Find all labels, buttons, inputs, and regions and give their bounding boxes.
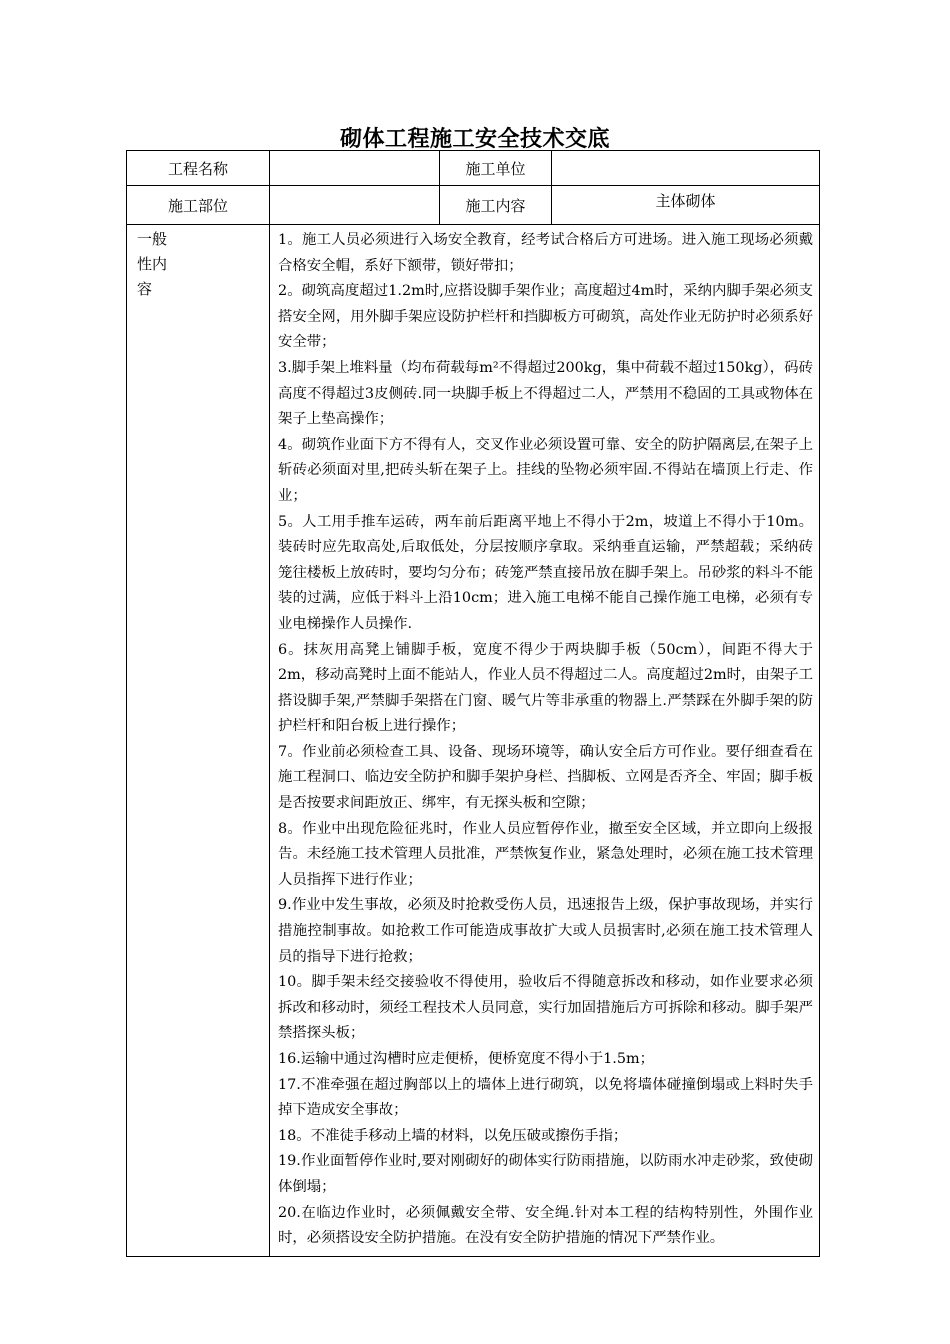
rule-item: 6。抹灰用高凳上铺脚手板，宽度不得少于两块脚手板（50cm），间距不得大于2m，移动高凳时上面不能站人，作业人员不得超过二人。高度超过2m时，由架子工搭设脚手架,严禁脚手架搭在门窗、暖气片等非承重的物器上.严禁踩在外脚手架的防护栏杆和阳台板上进行操作； (278, 641, 813, 735)
construction-unit-label: 施工单位 (440, 151, 552, 186)
content-row (127, 225, 820, 1257)
construction-part-field[interactable] (270, 186, 440, 225)
project-name-label: 工程名称 (127, 151, 270, 186)
construction-part-label: 施工部位 (127, 186, 270, 225)
rule-item: 20.在临边作业时，必须佩戴安全带、安全绳.针对本工程的结构特别性，外围作业时，必须搭设安全防护措施。在没有安全防护措施的情况下严禁作业。 (278, 1204, 813, 1247)
rule-item: 9.作业中发生事故，必须及时抢救受伤人员，迅速报告上级，保护事故现场，并实行措施控制事故。如抢救工作可能造成事故扩大或人员损害时,必须在施工技术管理人员的指导下进行抢救； (278, 897, 813, 965)
header-row-1 (127, 151, 820, 186)
rule-item: 3.脚手架上堆料量（均布荷载每m²不得超过200kg，集中荷载不超过150kg），码砖高度不得超过3皮侧砖.同一块脚手板上不得超过二人，严禁用不稳固的工具或物体在架子上垫高操作； (278, 359, 813, 428)
rule-item: 1。施工人员必须进行入场安全教育，经考试合格后方可进场。进入施工现场必须戴合格安全帽，系好下额带，锁好带扣； (278, 232, 813, 274)
rule-item: 4。砌筑作业面下方不得有人，交叉作业必须设置可靠、安全的防护隔离层,在架子上斩砖必须面对里,把砖头斩在架子上。挂线的坠物必须牢固.不得站在墙顶上行走、作业； (278, 436, 813, 504)
rule-item: 2。砌筑高度超过1.2m时,应搭设脚手架作业；高度超过4m时，采纳内脚手架必须支搭安全网，用外脚手架应设防护栏杆和挡脚板方可砌筑，高处作业无防护时必须系好安全带； (278, 283, 813, 351)
general-content-label-text: 一般性内容 (137, 230, 168, 298)
construction-content-field[interactable]: 主体砌体 (552, 186, 820, 225)
rule-item: 18。不准徒手移动上墙的材料，以免压破或擦伤手指； (278, 1127, 628, 1144)
project-name-field[interactable] (270, 151, 440, 186)
document-title: 砌体工程施工安全技术交底 (339, 127, 610, 152)
general-content-label (127, 225, 270, 1257)
construction-unit-field[interactable] (552, 151, 820, 186)
rule-item: 7。作业前必须检查工具、设备、现场环境等，确认安全后方可作业。要仔细查看在施工程洞口、临边安全防护和脚手架护身栏、挡脚板、立网是否齐全、牢固；脚手板是否按要求间距放正、绑牢，有无探头板和空隙； (278, 743, 813, 812)
rule-item: 10。脚手架未经交接验收不得使用，验收后不得随意拆改和移动，如作业要求必须拆改和移动时，须经工程技术人员同意，实行加固措施后方可拆除和移动。脚手架严禁搭探头板； (278, 974, 813, 1042)
rule-item: 5。人工用手推车运砖，两车前后距离平地上不得小于2m，坡道上不得小于10m。装砖时应先取高处,后取低处，分层按顺序拿取。采纳垂直运输，严禁超载；采纳砖笼往楼板上放砖时，要均匀分布；砖笼严禁直接吊放在脚手架上。吊砂浆的料斗不能装的过满，应低于料斗上沿10cm；进入施工电梯不能自己操作施工电梯，必须有专业电梯操作人员操作. (278, 513, 813, 632)
header-row-2 (127, 186, 820, 225)
safety-briefing-table (126, 150, 820, 1257)
rule-item: 16.运输中通过沟槽时应走便桥，便桥宽度不得小于1.5m； (278, 1051, 655, 1067)
rule-item: 19.作业面暂停作业时,要对刚砌好的砌体实行防雨措施，以防雨水冲走砂浆，致使砌体倒塌； (278, 1153, 813, 1195)
rule-item: 17.不准牵强在超过胸部以上的墙体上进行砌筑，以免将墙体碰撞倒塌或上料时失手掉下造成安全事故； (278, 1076, 813, 1119)
construction-content-label: 施工内容 (440, 186, 552, 225)
general-content-body (270, 225, 820, 1257)
rule-item: 8。作业中出现危险征兆时，作业人员应暂停作业，撤至安全区域，并立即向上级报告。未经施工技术管理人员批准，严禁恢复作业，紧急处理时，必须在施工技术管理人员指挥下进行作业； (278, 820, 813, 888)
